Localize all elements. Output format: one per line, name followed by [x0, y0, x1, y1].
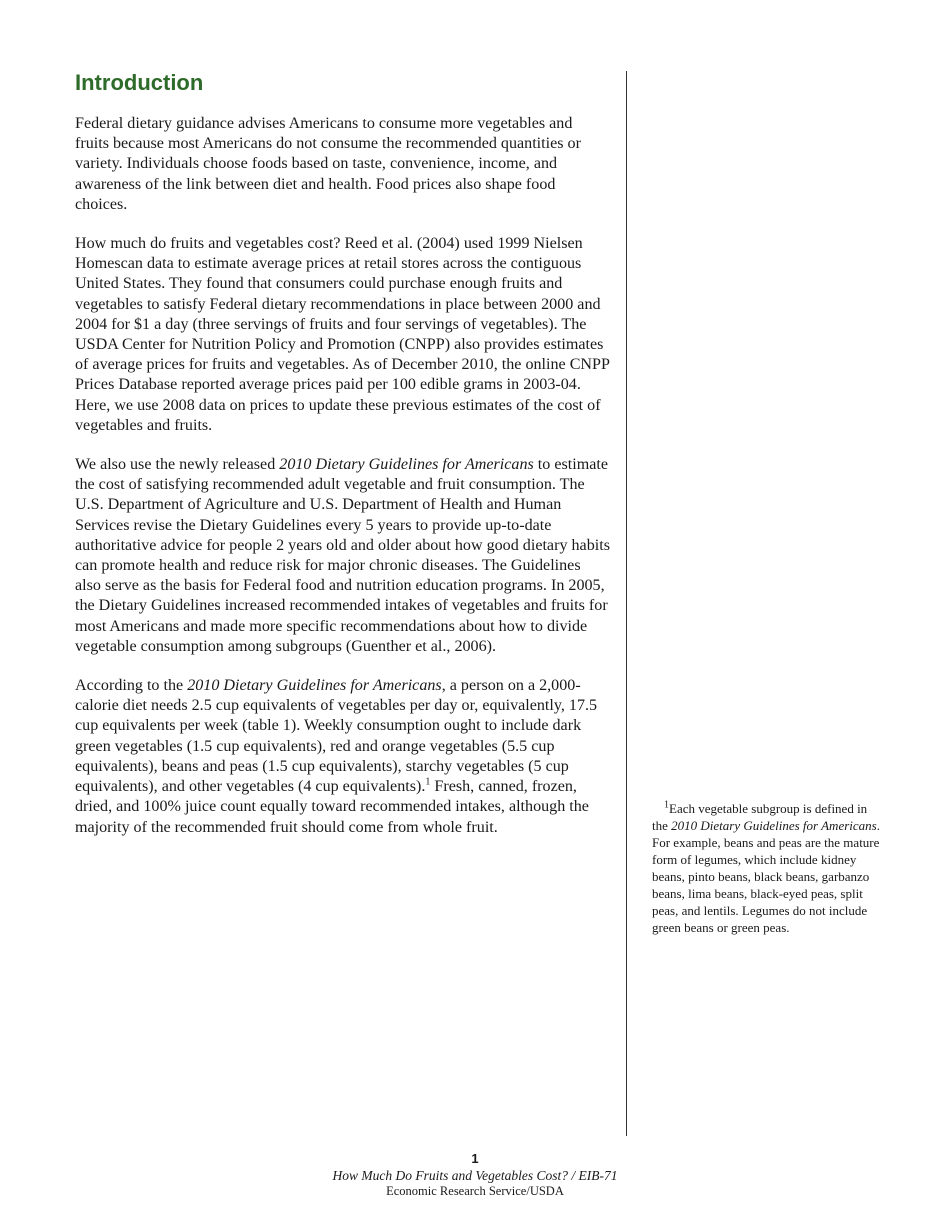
page-title: Introduction [75, 70, 204, 95]
paragraph-text: , a person on a 2,000-calorie diet needs 2.5 cup equivalents of vegetables per day or, equivalently, 17.5 cup equivalents per week (table 1). Weekly consumption ought to include dark green vegetables (1.5 cup equivalents), red and orange vegetables (5.5 cup equivalents), beans and peas (1.5 cup equivalents), starchy vegetables (5 cup equivalents), and other vegetables (4 cup equivalents). [75, 677, 598, 796]
sidebar-footnote [652, 800, 880, 936]
publication-title: How Much Do Fruits and Vegetables Cost? / EIB-71 [332, 1168, 618, 1183]
paragraph-text: How much do fruits and vegetables cost? Reed et al. (2004) used 1999 Nielsen Homescan data to estimate average prices at retail stores across the contiguous United States. They found that consumers could purchase enough fruits and vegetables to satisfy Federal dietary recommendations in place between 2000 and 2004 for $1 a day (three servings of fruits and four servings of vegetables). The USDA Center for Nutrition Policy and Promotion (CNPP) also provides estimates of average prices for fruits and vegetables. As of December 2010, the online CNPP Prices Database reported average prices paid per 100 edible grams in 2003-04. Here, we use 2008 data on prices to update these previous estimates of the cost of vegetables and fruits. [75, 235, 610, 434]
agency-name: Economic Research Service/USDA [386, 1184, 564, 1198]
main-column [75, 114, 610, 857]
guidelines-title: 2010 Dietary Guidelines for Americans [187, 677, 442, 695]
intro-paragraph-4 [75, 676, 610, 838]
guidelines-title: 2010 Dietary Guidelines for Americans [279, 456, 534, 474]
paragraph-text: We also use the newly released [75, 456, 280, 474]
intro-paragraph-2 [75, 234, 610, 436]
paragraph-text: Federal dietary guidance advises Americans to consume more vegetables and fruits because most Americans do not consume the recommended quantities or variety. Individuals choose foods based on taste, convenience, income, and awareness of the link between diet and health. Food prices also shape food choices. [75, 115, 581, 213]
footnote-text: . For example, beans and peas are the mature form of legumes, which include kidney beans, pinto beans, black beans, garbanzo beans, lima beans, black-eyed peas, split peas, and lentils. Legumes do not include green beans or green peas. [652, 818, 880, 935]
guidelines-title: 2010 Dietary Guidelines for Americans [671, 818, 877, 833]
paragraph-text: According to the [75, 677, 188, 695]
intro-paragraph-1 [75, 114, 610, 215]
page-number: 1 [471, 1151, 479, 1166]
footnote-reference: 1 [425, 776, 431, 788]
column-divider [626, 71, 627, 1136]
footnote-text: Each vegetable subgroup is defined in the [652, 801, 868, 833]
intro-paragraph-3 [75, 455, 610, 657]
footnote-marker: 1 [664, 799, 669, 811]
paragraph-text: Fresh, canned, frozen, dried, and 100% juice count equally toward recommended intakes, although the majority of the recommended fruit should come from whole fruit. [75, 778, 589, 836]
paragraph-text: to estimate the cost of satisfying recommended adult vegetable and fruit consumption. The U.S. Department of Agriculture and U.S. Department of Health and Human Services revise the Dietary Guidelines every 5 years to provide up-to-date authoritative advice for people 2 years old and older about how good dietary habits can promote health and reduce risk for major chronic diseases. The Guidelines also serve as the basis for Federal food and nutrition education programs. In 2005, the Dietary Guidelines increased recommended intakes of vegetables and fruits for most Americans and made more specific recommendations about how to divide vegetable consumption among subgroups (Guenther et al., 2006). [75, 456, 610, 655]
